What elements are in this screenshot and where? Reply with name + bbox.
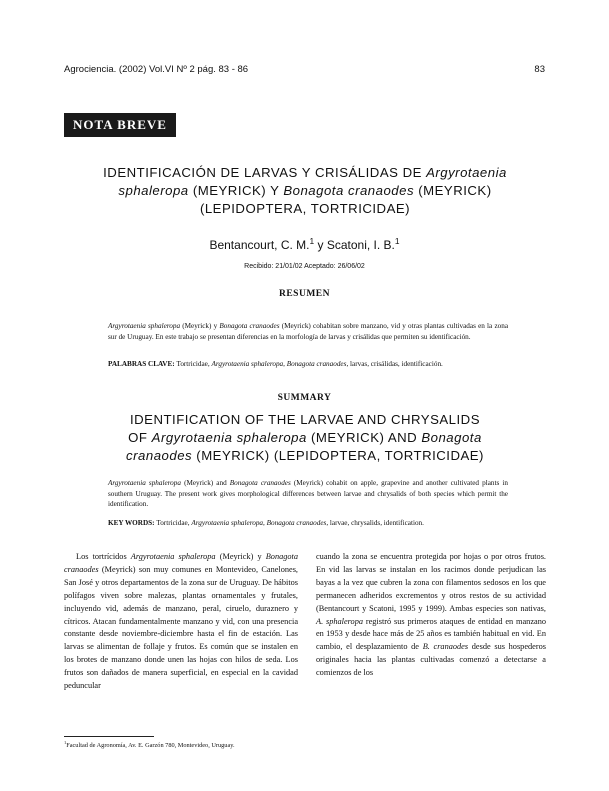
title-es-line-1: IDENTIFICACIÓN DE LARVAS Y CRISÁLIDAS DE Argyrotaenia xyxy=(103,165,507,180)
received-dates: Recibido: 21/01/02 Aceptado: 26/06/02 xyxy=(244,263,365,270)
summary-heading: SUMMARY xyxy=(277,393,332,403)
section-label-box xyxy=(64,113,176,137)
journal-citation: Agrociencia. (2002) Vol.VI Nº 2 pág. 83 - 86 xyxy=(64,64,249,75)
title-es-line-3: (LEPIDOPTERA, TORTRICIDAE) xyxy=(199,201,411,216)
title-spanish xyxy=(70,164,540,218)
title-en-line-1: IDENTIFICATION OF THE LARVAE AND CHRYSALIDS xyxy=(129,412,481,427)
key-words: KEY WORDS: Tortricidae, Argyrotaenia sphaleropa, Bonagota cranaodes, larvae, chrysalids, identification. xyxy=(108,519,424,527)
title-en-line-2: OF Argyrotaenia sphaleropa (MEYRICK) AND Bonagota xyxy=(128,430,482,445)
title-en-line-3: cranaodes (MEYRICK) (LEPIDOPTERA, TORTRICIDAE) xyxy=(126,448,484,463)
resumen-heading: RESUMEN xyxy=(278,289,330,299)
summary-text: Argyrotaenia sphaleropa (Meyrick) and Bonagota cranaodes (Meyrick) cohabit on apple, grapevine and another cultivated plants in southern Uruguay. The present work gives morphological differences between larvae and chrysalids of both species which permit the identification. xyxy=(108,479,508,508)
authors: Bentancourt, C. M.$^1$ y Scatoni, I. B.$^1$ xyxy=(209,236,400,252)
footnote-divider xyxy=(64,736,154,737)
body-left-column: Los tortrícidos Argyrotaenia sphaleropa (Meyrick) y Bonagota cranaodes (Meyrick) son muy comunes en Montevideo, Canelones, San José y otros departamentos de la zona sur de Uruguay. De hábitos polífagos viven sobre malezas, plantas ornamentales y frutales, incluyendo vid, además de manzano, peral, ciruelo, duraznero y cítricos. Atacan fundamentalmente manzano y vid, con una presencia constante desde noviembre-diciembre hasta el fin de estación. Las larvas se alimentan de follaje y frutos. Es común que se instalen en los brotes de manzano donde unen las hojas con hilos de seda. Los frutos son dañados de manera superficial, en especial en la cavidad peduncular xyxy=(64,552,298,691)
title-english xyxy=(70,411,540,465)
section-label: NOTA BREVE xyxy=(73,117,167,132)
title-es-line-2: sphaleropa (MEYRICK) Y Bonagota cranaodes (MEYRICK) xyxy=(118,183,492,198)
page-number: 83 xyxy=(534,64,545,75)
resumen-text: Argyrotaenia sphaleropa (Meyrick) y Bonagota cranaodes (Meyrick) cohabitan sobre manzano, vid y otras plantas cultivadas en la zona sur de Uruguay. En este trabajo se presentan diferencias en la morfología de larvas y crisálidas que permiten su identificación. xyxy=(108,322,509,341)
palabras-clave: PALABRAS CLAVE: Tortricidae, Argyrotaenia sphaleropa, Bonagota cranaodes, larvas, crisálidas, identificación. xyxy=(108,360,443,368)
body-right-column: cuando la zona se encuentra protegida por hojas o por otros frutos. En vid las larvas se instalan en los racimos donde perjudican las bayas a la vez que cubren la zona con filamentos sedosos en los que permanecen adheridos excrementos y otros restos de su actividad (Bentancourt y Scatoni, 1995 y 1999). Ambas especies son nativas, A. sphaleropa registró sus primeros ataques de entidad en manzano en 1953 y desde hace más de 25 años es también habitual en vid. En cambio, el desplazamiento de B. cranaodes desde sus hospederos originales hacia las plantas cultivadas comenzó a detectarse a comienzos de los xyxy=(316,552,546,678)
footnote: $^1$Facultad de Agronomía, Av. E. Garzón 780, Montevideo, Uruguay. xyxy=(64,740,235,750)
